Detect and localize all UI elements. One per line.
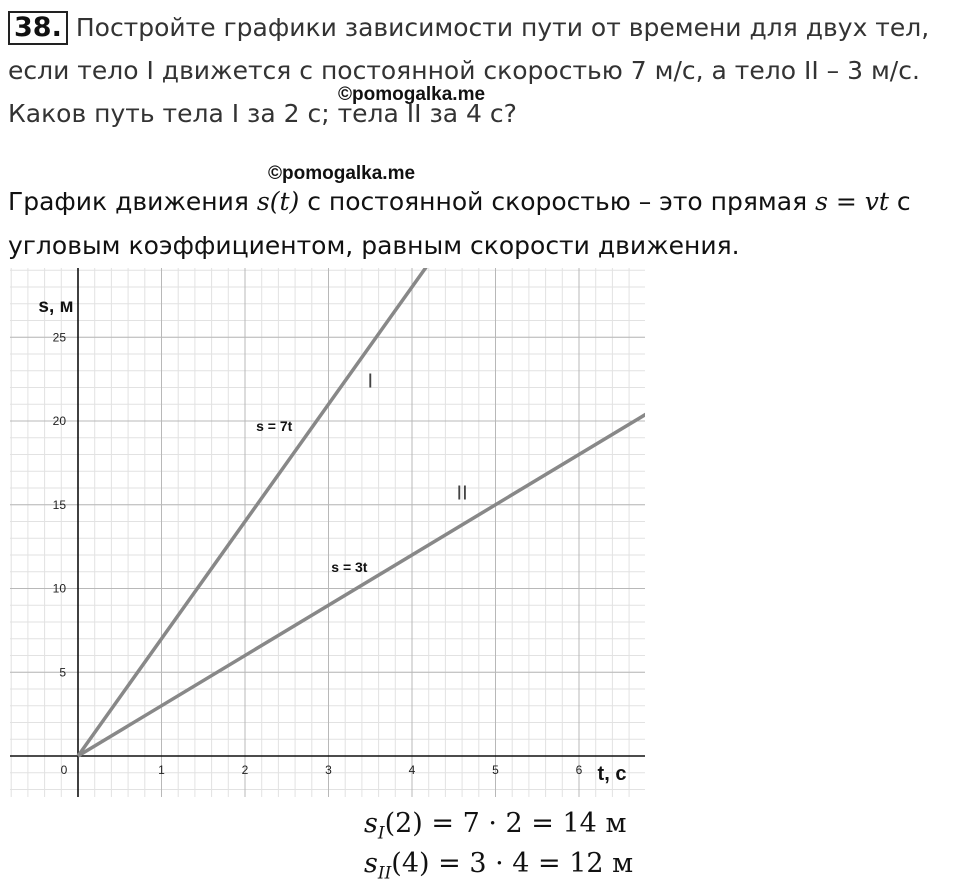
x-tick-label: 6 <box>575 763 583 777</box>
series-name-label: II <box>456 482 468 505</box>
series-line-1 <box>78 264 429 756</box>
series-line-2 <box>78 414 646 756</box>
x-tick-label: 0 <box>60 763 68 777</box>
x-tick-label: 1 <box>158 763 165 777</box>
y-tick-label: 15 <box>52 497 66 512</box>
y-tick-label: 5 <box>59 665 66 680</box>
x-tick-label: 5 <box>492 763 499 777</box>
explanation-text: с постоянной скоростью – это прямая <box>299 187 816 216</box>
series-lines <box>78 264 646 756</box>
explanation-text: График движения <box>8 187 257 216</box>
x-tick-label: 3 <box>325 763 332 777</box>
grid-minor <box>10 268 645 797</box>
problem-number: 38. <box>8 11 68 45</box>
x-tick-label: 2 <box>241 763 249 777</box>
formula-s-vt: s = vt <box>815 187 889 216</box>
problem-statement <box>8 6 953 135</box>
y-tick-label: 10 <box>52 581 66 596</box>
x-tick-label: 4 <box>408 763 416 777</box>
y-tick-label: 20 <box>52 414 66 428</box>
watermark: ©pomogalka.me <box>338 84 486 105</box>
series-formula-label: s = 7t <box>256 418 293 435</box>
tick-labels <box>38 296 626 785</box>
axes <box>10 268 645 797</box>
explanation <box>8 180 953 268</box>
watermark: ©pomogalka.me <box>268 163 416 184</box>
result-line-2: $s_{II}(4) = 3 \cdot 4 = 12$ м <box>364 848 634 884</box>
series-labels <box>256 371 468 575</box>
y-axis-label: s, м <box>38 296 74 317</box>
series-name-label: I <box>367 370 374 393</box>
x-axis-label: t, с <box>597 763 627 785</box>
problem-text: Постройте графики зависимости пути от времени для двух тел, если тело I движется с постоянной скоростью 7 м/с, а тело II – 3 м/с. Каков путь тела I за 2 с; тела II за 4 с? <box>8 13 930 128</box>
formula-s-of-t: s(t) <box>256 187 300 216</box>
series-formula-label: s = 3t <box>331 558 368 575</box>
explanation-text: с угловым коэффициентом, равным скорости движения. <box>8 187 911 260</box>
grid-major <box>10 268 645 797</box>
y-tick-label: 25 <box>52 330 66 345</box>
result-line-1: $s_I(2) = 7 \cdot 2 = 14$ м <box>364 808 627 844</box>
